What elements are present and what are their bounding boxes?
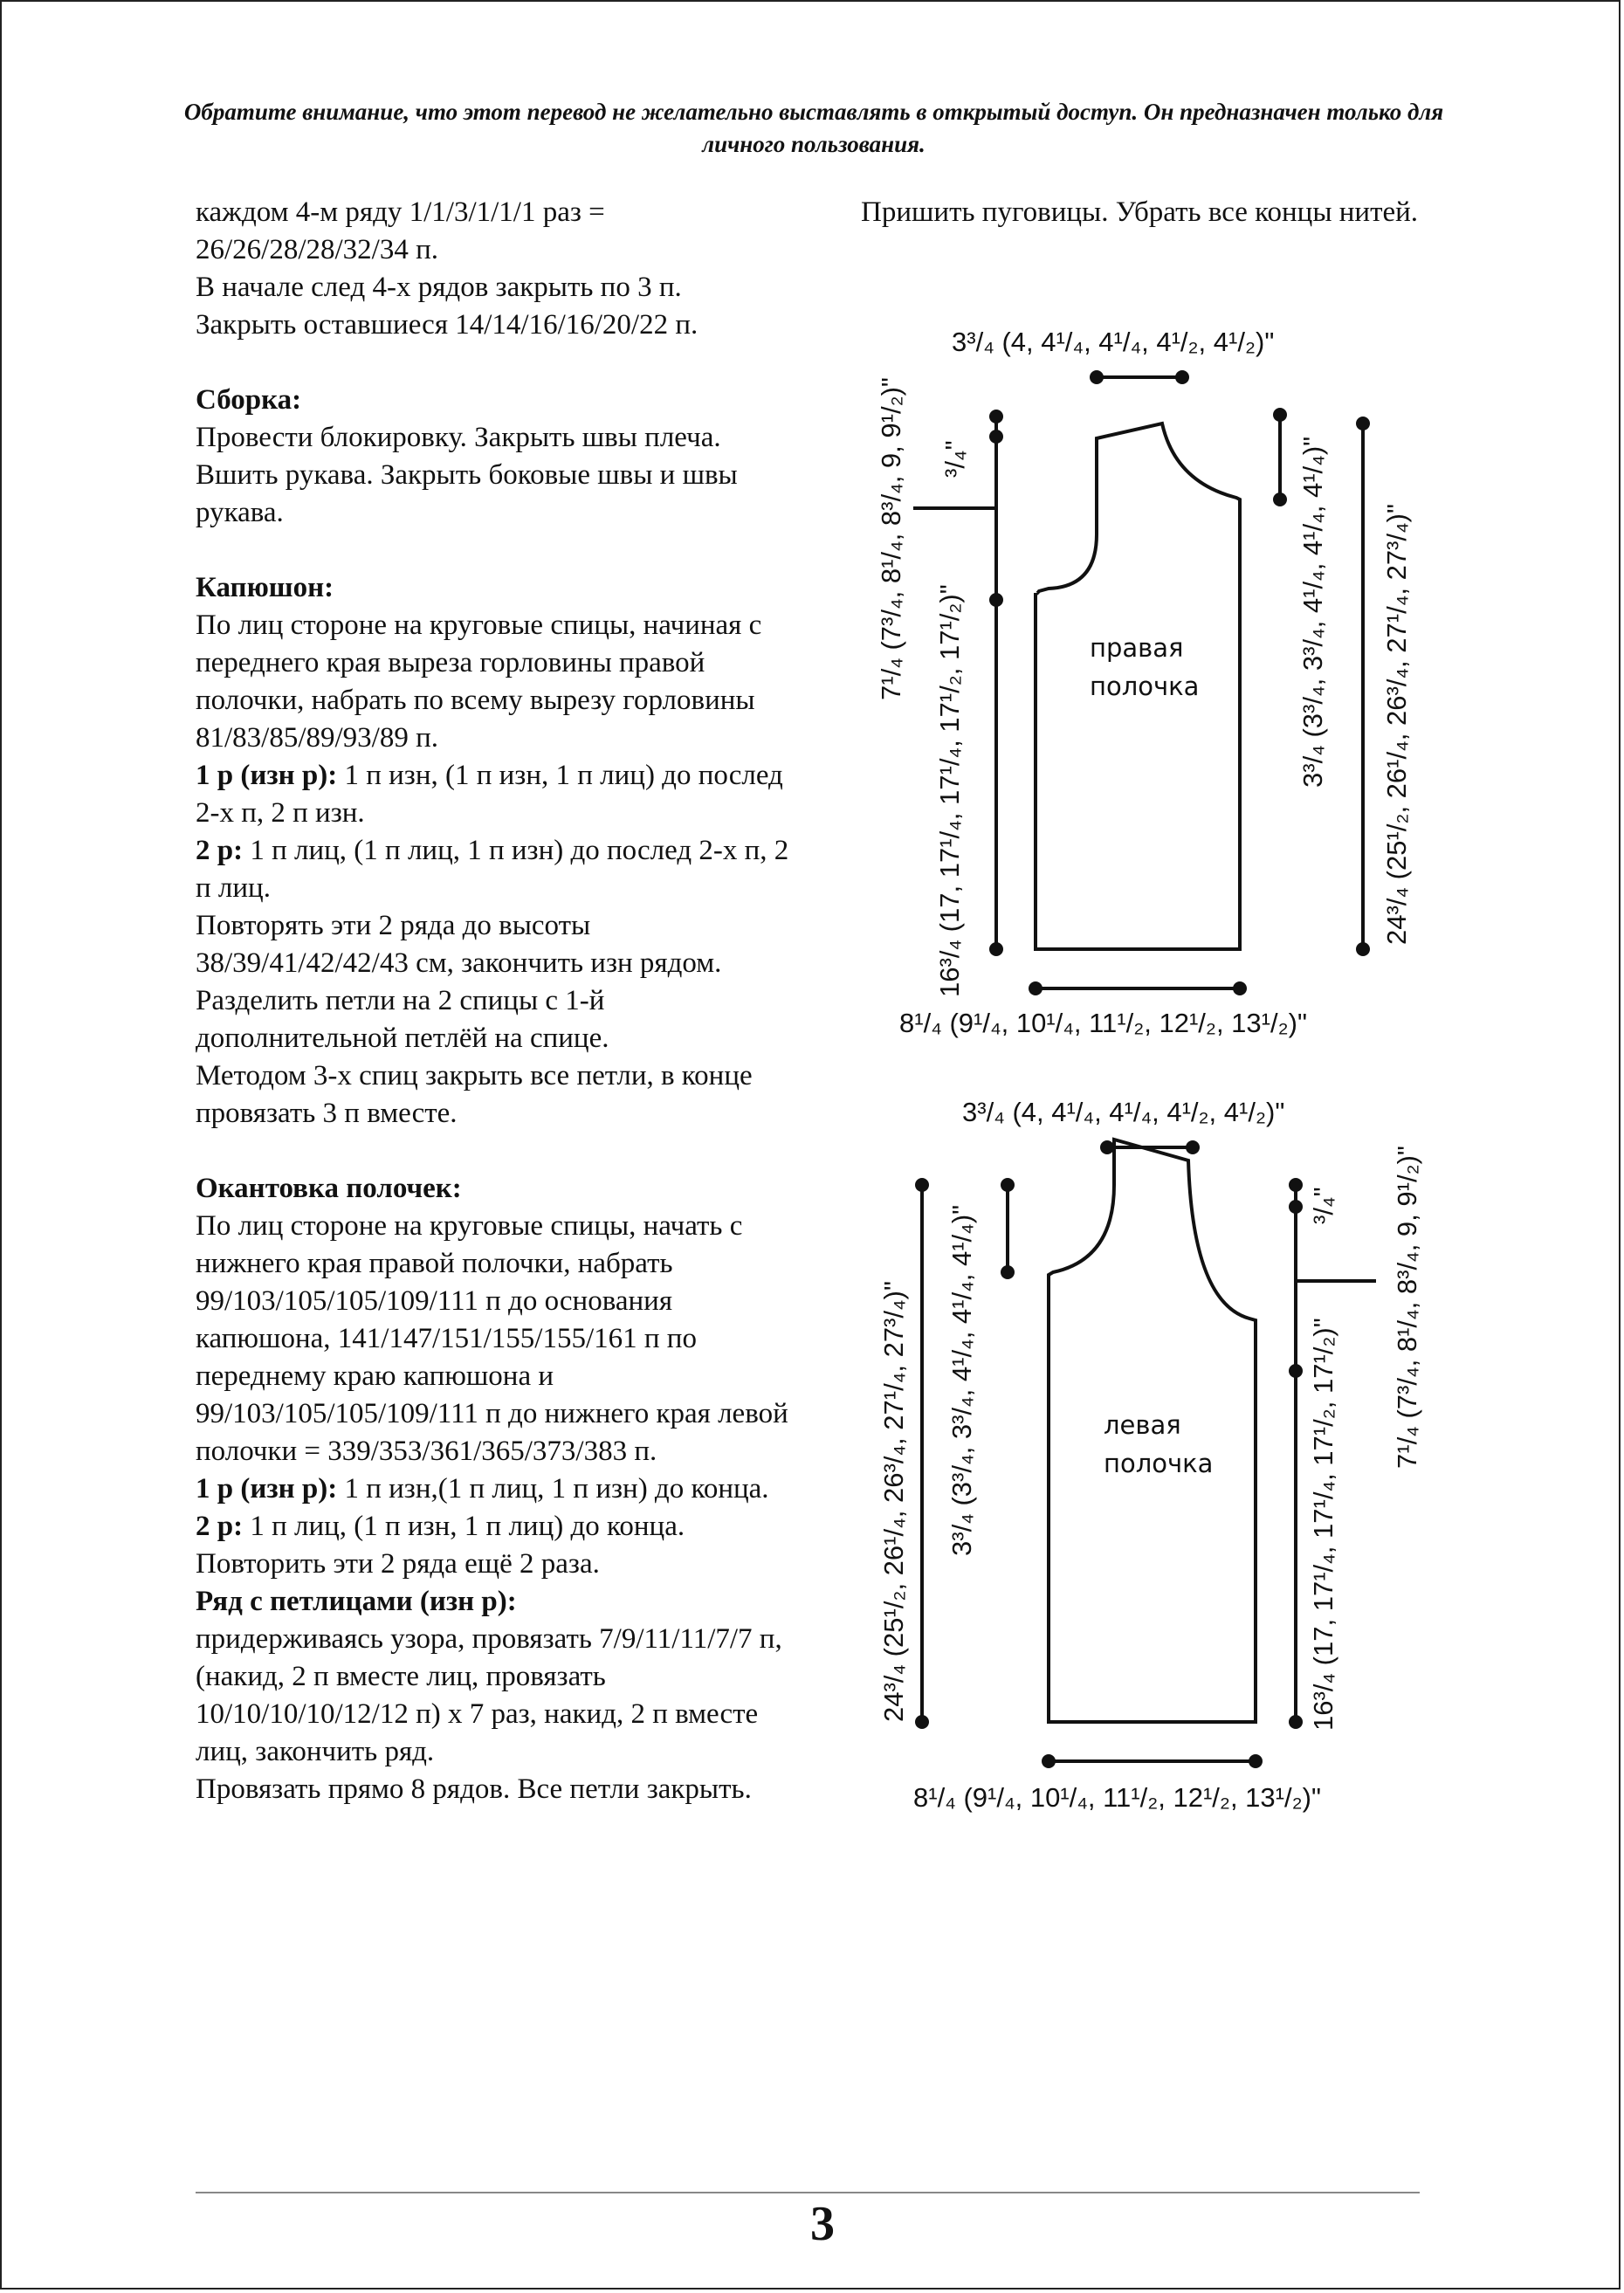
band-row-1 xyxy=(196,1470,807,1508)
dim-dot xyxy=(1289,1178,1303,1192)
paragraph: В начале след 4-х рядов закрыть по 3 п. xyxy=(196,272,682,303)
dim-dot xyxy=(1289,1364,1303,1378)
dim-dot xyxy=(1233,981,1247,995)
page-number: 3 xyxy=(810,2197,835,2251)
dim-dot xyxy=(1356,417,1370,430)
right-front-label: правая xyxy=(1090,633,1184,663)
right-front-label: полочка xyxy=(1090,671,1200,701)
dim-label-left-inner: 16³/₄ (17, 17¹/₄, 17¹/₄, 17¹/₂, 17¹/₂)" xyxy=(934,584,965,997)
dim-label-left-inner: 3³/₄ (3³/₄, 3³/₄, 4¹/₄, 4¹/₄, 4¹/₄)" xyxy=(946,1204,977,1556)
dim-dot xyxy=(1273,492,1287,506)
dim-dot xyxy=(1289,1715,1303,1729)
dim-dot xyxy=(989,430,1003,444)
dim-dot xyxy=(1090,370,1104,384)
dim-label-left-small: ³/₄" xyxy=(939,440,970,478)
band-row-2 xyxy=(196,1508,807,1546)
row-label: 2 р: xyxy=(196,835,244,866)
dim-label-right-inner: 3³/₄ (3³/₄, 3³/₄, 4¹/₄, 4¹/₄, 4¹/₄)" xyxy=(1297,436,1328,788)
left-column xyxy=(196,194,807,1808)
dim-dot xyxy=(1175,370,1189,384)
assembly-text: Провести блокировку. Закрыть швы плеча. Вшить рукава. Закрыть боковые швы и швы рукава. xyxy=(196,422,738,528)
dim-dot xyxy=(989,410,1003,423)
dim-dot xyxy=(989,593,1003,607)
dim-dot xyxy=(1273,408,1287,422)
right-column xyxy=(861,194,1437,231)
buttonhole-text: придерживаясь узора, провязать 7/9/11/11/7/7 п, (накид, 2 п вместе лиц, провязать 10/10/10/10/12/12 п) x 7 раз, накид, 2 п вместе лиц, закончить ряд. xyxy=(196,1623,782,1767)
schematics xyxy=(861,299,1455,1844)
dim-label-bottom: 8¹/₄ (9¹/₄, 10¹/₄, 11¹/₂, 12¹/₂, 13¹/₂)" xyxy=(899,1008,1307,1038)
dim-dot xyxy=(1100,1140,1114,1154)
row-text: 1 п изн,(1 п лиц, 1 п изн) до конца. xyxy=(337,1473,769,1505)
dim-dot xyxy=(1356,942,1370,956)
paragraph: каждом 4-м ряду 1/1/3/1/1/1 раз = 26/26/28/28/32/34 п. xyxy=(196,196,605,265)
buttonhole-heading: Ряд с петлицами (изн р): xyxy=(196,1586,517,1617)
paragraph: Закрыть оставшиеся 14/14/16/16/20/22 п. xyxy=(196,309,698,341)
dim-label-top: 3³/₄ (4, 4¹/₄, 4¹/₄, 4¹/₂, 4¹/₂)" xyxy=(952,327,1275,357)
row-label: 1 р (изн р): xyxy=(196,1473,338,1505)
dim-dot xyxy=(1042,1754,1056,1768)
dim-dot xyxy=(915,1178,929,1192)
left-front-label: левая xyxy=(1104,1410,1181,1440)
hood-close: Методом 3-х спиц закрыть все петли, в конце провязать 3 п вместе. xyxy=(196,1060,753,1129)
left-front-label: полочка xyxy=(1104,1449,1214,1478)
dim-label-right-outer: 24³/₄ (25¹/₂, 26¹/₄, 26³/₄, 27¹/₄, 27³/₄)" xyxy=(1381,504,1412,945)
dim-label-bottom: 8¹/₄ (9¹/₄, 10¹/₄, 11¹/₂, 12¹/₂, 13¹/₂)" xyxy=(913,1782,1321,1813)
row-label: 2 р: xyxy=(196,1511,244,1542)
paragraph: Пришить пуговицы. Убрать все концы нитей. xyxy=(861,196,1419,228)
band-repeat: Повторить эти 2 ряда ещё 2 раза. xyxy=(196,1548,600,1580)
dim-label-right-inner: 16³/₄ (17, 17¹/₄, 17¹/₄, 17¹/₂, 17¹/₂)" xyxy=(1308,1318,1338,1731)
dim-dot xyxy=(915,1715,929,1729)
hood-heading: Капюшон: xyxy=(196,572,334,603)
dim-dot xyxy=(989,942,1003,956)
hood-divide: Разделить петли на 2 спицы с 1-й дополнительной петлёй на спице. xyxy=(196,985,609,1054)
dim-dot xyxy=(1289,1200,1303,1214)
dim-dot xyxy=(1186,1140,1200,1154)
band-heading: Окантовка полочек: xyxy=(196,1173,462,1204)
usage-notice: Обратите внимание, что этот перевод не желательно выставлять в открытый доступ. Он предназначен только для личного пользования. xyxy=(183,99,1444,157)
dim-dot xyxy=(1029,981,1043,995)
row-text: 1 п лиц, (1 п изн, 1 п лиц) до конца. xyxy=(243,1511,685,1542)
band-text: По лиц стороне на круговые спицы, начать с нижнего края правой полочки, набрать 99/103/105/105/109/111 п до основания капюшона, 141/147/151/155/155/161 п по переднему краю капюшона и 99/103/105/105/109/111 п до нижнего края левой полочки = 339/353/361/365/373/383 п. xyxy=(196,1210,788,1467)
hood-text: По лиц стороне на круговые спицы, начиная с переднего края выреза горловины правой полочки, набрать по всему вырезу горловины 81/83/85/89/93/89 п. xyxy=(196,609,762,754)
finish-text: Провязать прямо 8 рядов. Все петли закрыть. xyxy=(196,1773,752,1805)
row-text: 1 п изн, (1 п изн, 1 п лиц) до послед 2-х п, 2 п изн. xyxy=(196,760,783,829)
dim-label-right-outer: 7¹/₄ (7³/₄, 8¹/₄, 8³/₄, 9, 9¹/₂)" xyxy=(1392,1146,1422,1469)
hood-repeat: Повторять эти 2 ряда до высоты 38/39/41/42/42/43 см, закончить изн рядом. xyxy=(196,910,722,979)
row-text: 1 п лиц, (1 п лиц, 1 п изн) до послед 2-х п, 2 п лиц. xyxy=(196,835,789,904)
dim-label-right-small: ³/₄" xyxy=(1308,1187,1338,1224)
dim-dot xyxy=(1001,1265,1015,1279)
dim-dot xyxy=(1249,1754,1263,1768)
dim-label-top: 3³/₄ (4, 4¹/₄, 4¹/₄, 4¹/₂, 4¹/₂)" xyxy=(962,1097,1285,1127)
hood-row-1 xyxy=(196,757,807,832)
row-label: 1 р (изн р): xyxy=(196,760,338,791)
dim-label-left-outer: 7¹/₄ (7³/₄, 8¹/₄, 8³/₄, 9, 9¹/₂)" xyxy=(876,377,906,700)
dim-label-left-outer: 24³/₄ (25¹/₂, 26¹/₄, 26³/₄, 27¹/₄, 27³/₄)" xyxy=(878,1281,909,1722)
assembly-heading: Сборка: xyxy=(196,384,302,416)
hood-row-2 xyxy=(196,832,807,907)
dim-dot xyxy=(1001,1178,1015,1192)
